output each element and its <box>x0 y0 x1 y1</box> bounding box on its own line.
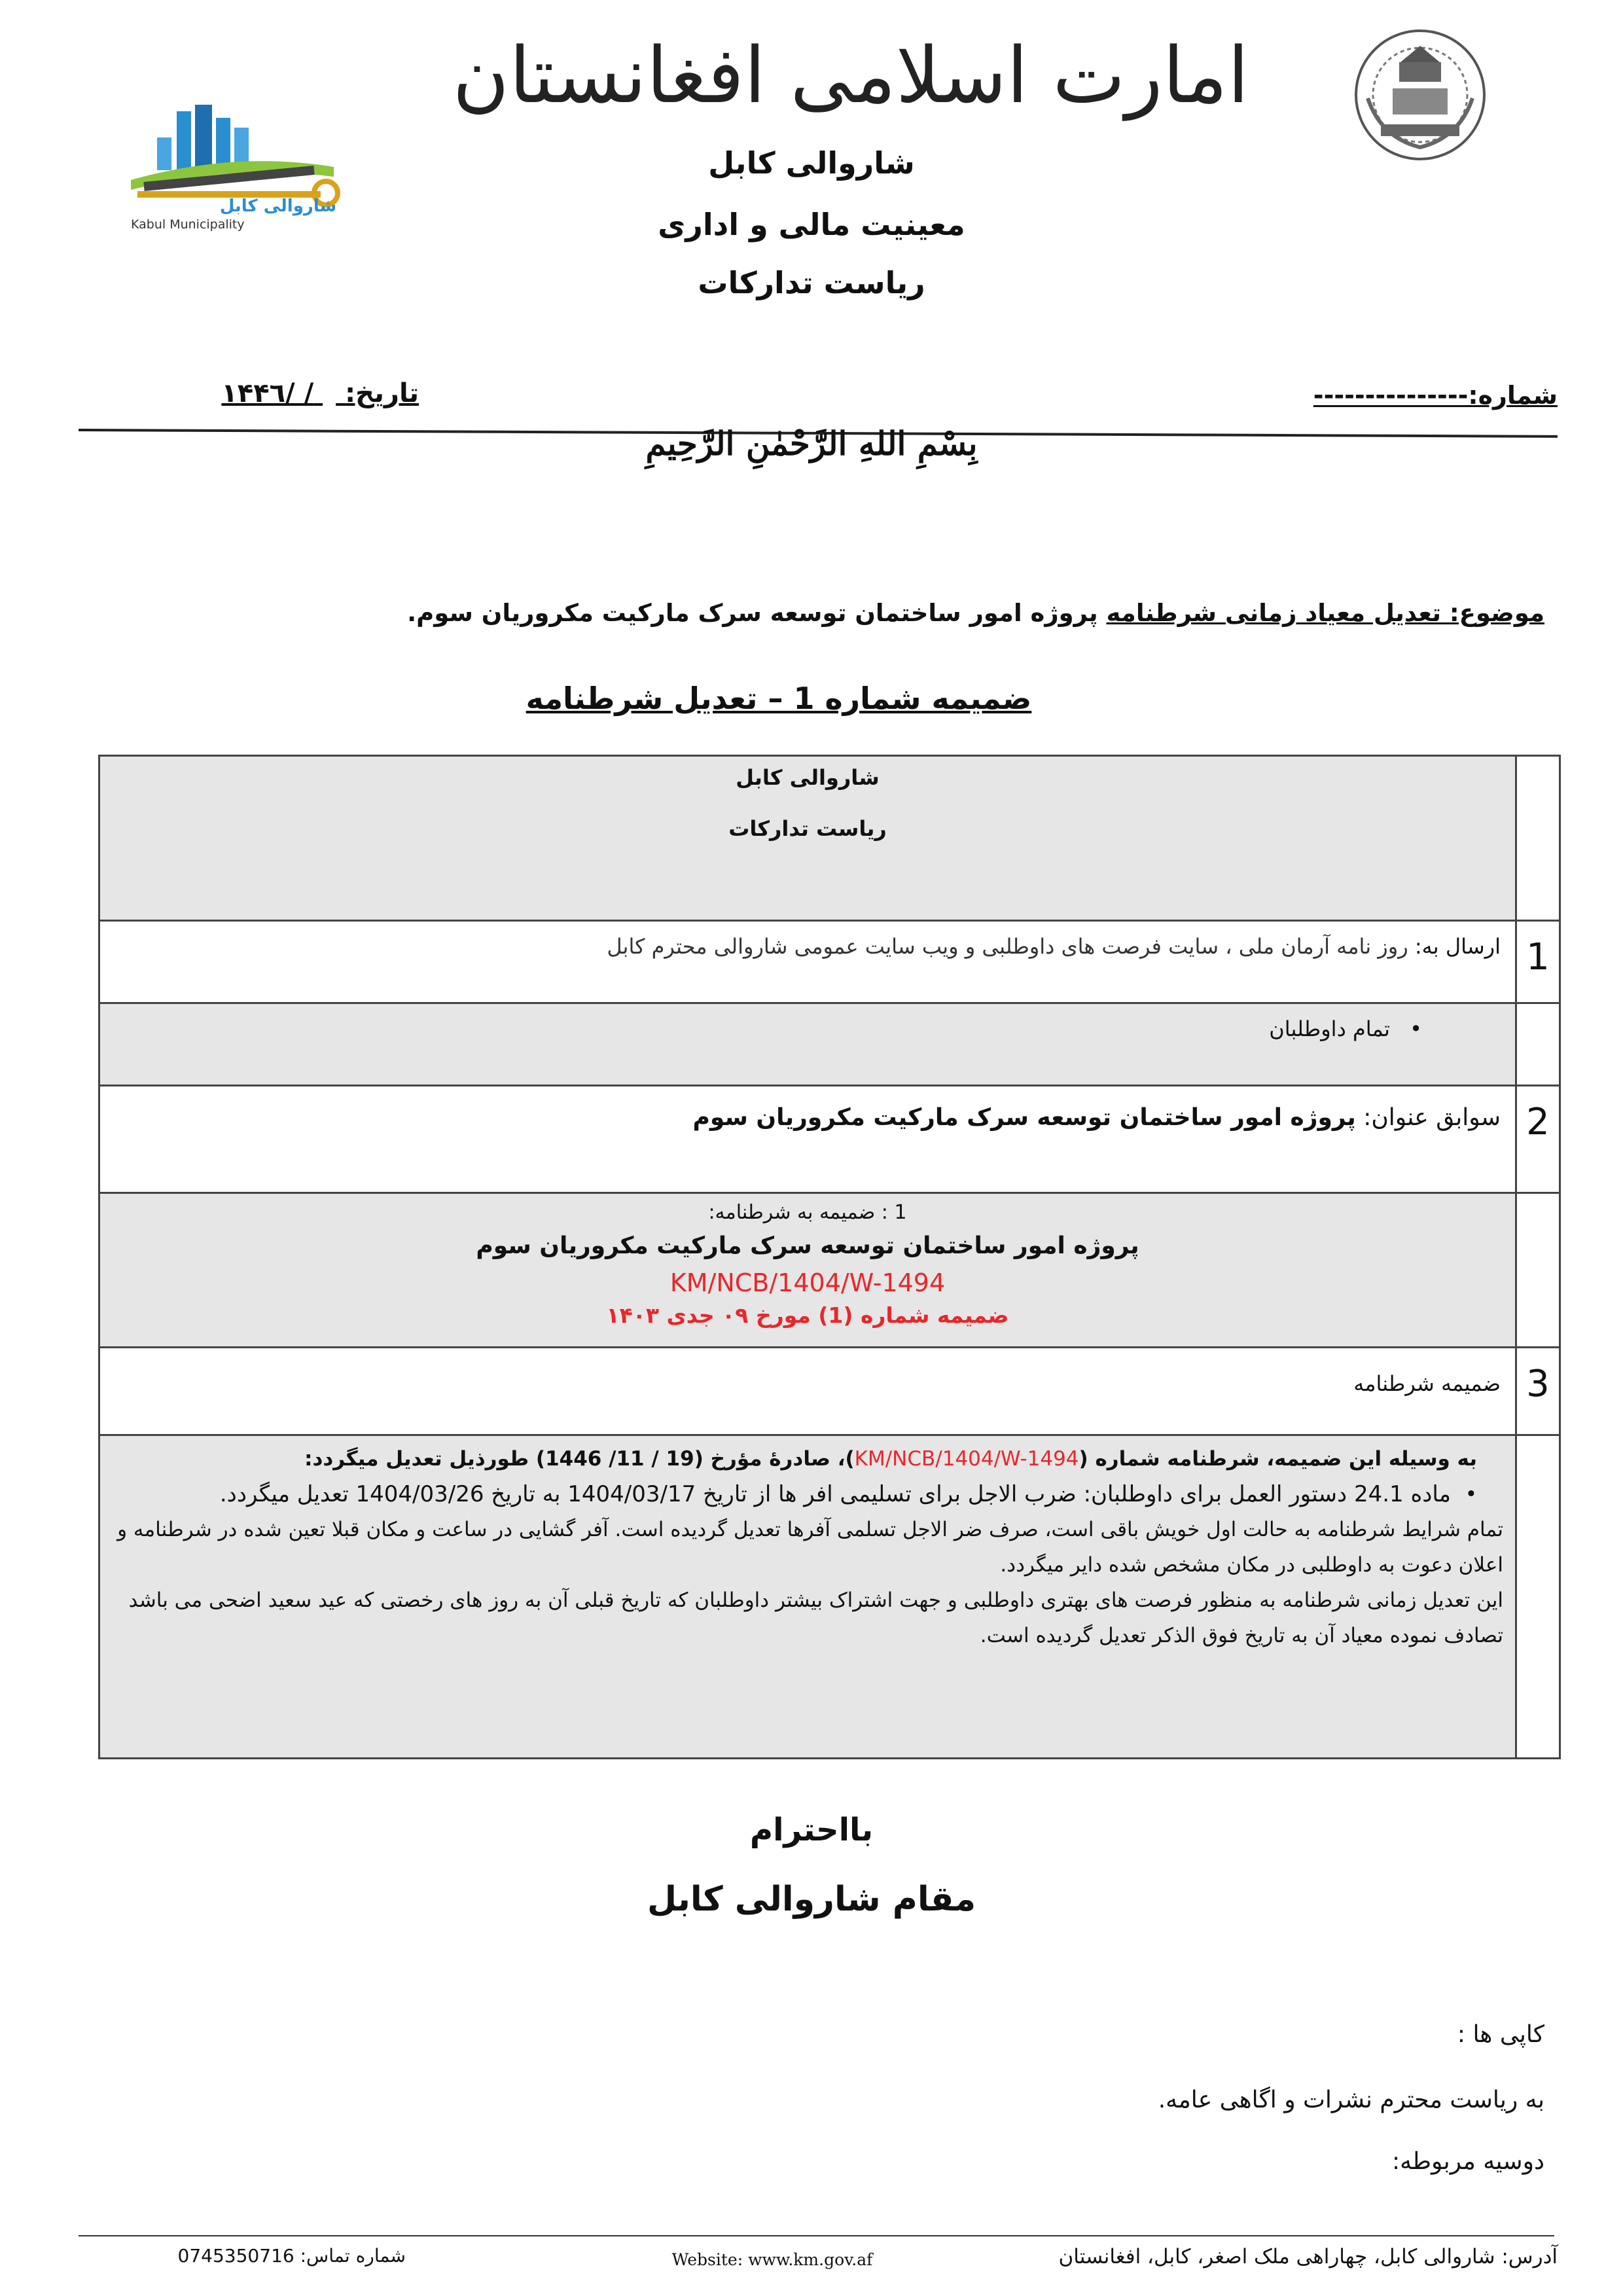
subject-text: پروژه امور ساختمان توسعه سرک مارکیت مکروریان سوم. <box>407 599 1107 627</box>
logo-text-fa: شاروالی کابل <box>219 196 337 216</box>
amendment-intro-a: به وسیله این ضمیمه، شرطنامه شماره ( <box>1079 1447 1477 1471</box>
reference-number: شماره:--------------- <box>1313 381 1558 410</box>
row-number: 3 <box>1516 1348 1560 1435</box>
annex-title: ضمیمه شماره 1 – تعدیل شرطنامه <box>526 681 1032 716</box>
header-cell-line2: ریاست تدارکات <box>728 816 887 841</box>
logo-text-en: Kabul Municipality <box>131 217 245 232</box>
subject-line <box>314 599 1544 627</box>
send-to-cell <box>99 921 1516 1003</box>
amendment-para-1: تمام شرایط شرطنامه به حالت اول خویش باقی است، صرف ضر الاجل تسلمی آفرها تعدیل گردیده است. آفر گشایی در ساعت و مکان قبلا تعین شده در شرطنامه و اعلان دعوت به داوطلبی در مکان مشخص شده دایر میگردد. <box>117 1518 1503 1577</box>
row-number <box>1516 1435 1560 1759</box>
bismillah: بِسْمِ اللهِ الرَّحْمٰنِ الرَّحِيمِ <box>645 424 978 463</box>
procurement-code: KM/NCB/1404/W-1494 <box>669 1268 946 1297</box>
org-line-1: شاروالی کابل <box>708 145 915 181</box>
footer-divider <box>79 2235 1554 2236</box>
amendment-intro-b: )، صادرۀ مؤرخ (19 / 11/ 1446) طورذیل تعدیل میگردد: <box>304 1447 855 1471</box>
amendment-intro <box>111 1441 1503 1477</box>
footer-address: آدرس: شاروالی کابل، چهاراهی ملک اصغر، کابل، افغانستان <box>1058 2245 1558 2269</box>
header-cell <box>99 756 1516 921</box>
banner-title: امارت اسلامی افغانستان <box>452 30 1249 120</box>
bidders-text: تمام داوطلبان <box>1269 1016 1390 1041</box>
subject-label: موضوع: تعدیل معیاد زمانی شرطنامه <box>1106 599 1544 627</box>
copies-line-2: دوسیه مربوطه: <box>1391 2148 1544 2175</box>
send-to-text: روز نامه آرمان ملی ، سایت فرصت های داوطلبی و ویب سایت عمومی شاروالی محترم کابل <box>607 934 1415 959</box>
table-row <box>99 1435 1560 1759</box>
row-number <box>1516 1193 1560 1348</box>
footer-website[interactable]: Website: www.km.gov.af <box>671 2250 873 2269</box>
annex-info-project: پروژه امور ساختمان توسعه سرک مارکیت مکروریان سوم <box>476 1232 1139 1259</box>
table-row <box>99 1003 1560 1086</box>
date-value: / /۱۴۴٦ <box>221 378 314 408</box>
title-history-text: پروژه امور ساختمان توسعه سرک مارکیت مکروریان سوم <box>692 1104 1356 1131</box>
row-number <box>1516 756 1560 921</box>
table-row <box>99 1348 1560 1435</box>
org-line-2: معینیت مالی و اداری <box>658 207 965 242</box>
amendment-item-text: ماده 24.1 دستور العمل برای داوطلبان: ضرب الاجل برای تسلیمی افر ها از تاریخ 1404/03/17 به تاریخ 1404/03/26 تعدیل میگردد. <box>219 1481 1451 1507</box>
annex-table <box>98 755 1561 1759</box>
amendment-item <box>111 1477 1503 1512</box>
table-row <box>99 1193 1560 1348</box>
bullet-icon: • <box>1410 1016 1422 1041</box>
kabul-municipality-logo <box>118 105 353 236</box>
annex-date: ضمیمه شماره (1) مورخ ۰۹ جدی ۱۴۰۳ <box>606 1302 1009 1328</box>
header-cell-line1: شاروالی کابل <box>736 765 880 790</box>
table-row <box>99 1086 1560 1193</box>
table-row <box>99 756 1560 921</box>
copies-label: کاپی ها : <box>1457 2021 1544 2048</box>
reference-date <box>157 378 419 408</box>
amendment-cell <box>99 1435 1516 1759</box>
title-history-cell <box>99 1086 1516 1193</box>
emirate-emblem-icon <box>1342 26 1499 164</box>
row-number: 2 <box>1516 1086 1560 1193</box>
title-history-label: سوابق عنوان: <box>1355 1104 1501 1131</box>
bidders-cell <box>99 1003 1516 1086</box>
date-label: تاریخ: <box>345 378 419 408</box>
copies-line-1: به ریاست محترم نشرات و اگاهی عامه. <box>1158 2087 1544 2113</box>
row-number <box>1516 1003 1560 1086</box>
row-number: 1 <box>1516 921 1560 1003</box>
signing-authority: مقام شاروالی کابل <box>647 1880 976 1919</box>
table-row <box>99 921 1560 1003</box>
bullet-icon: • <box>1465 1482 1477 1506</box>
regards: بااحترام <box>749 1812 874 1848</box>
amendment-para-2: این تعدیل زمانی شرطنامه به منظور فرصت های بهتری داوطلبی و جهت اشتراک بیشتر داوطلبان که تاریخ قبلی آن به روز های رخصتی که عید سعید اضحی می باشد تصادف نموده معیاد آن به تاریخ فوق الذکر تعدیل گردیده است. <box>128 1588 1503 1647</box>
footer-phone: شماره تماس: 0745350716 <box>177 2245 406 2267</box>
send-to-label: ارسال به: <box>1414 934 1501 959</box>
org-line-3: ریاست تدارکات <box>698 265 925 300</box>
amendment-code: KM/NCB/1404/W-1494 <box>854 1447 1079 1471</box>
annex-info-line1: 1 : ضمیمه به شرطنامه: <box>708 1201 907 1224</box>
annex-info-cell <box>99 1193 1516 1348</box>
annex-label-cell: ضمیمه شرطنامه <box>99 1348 1516 1435</box>
